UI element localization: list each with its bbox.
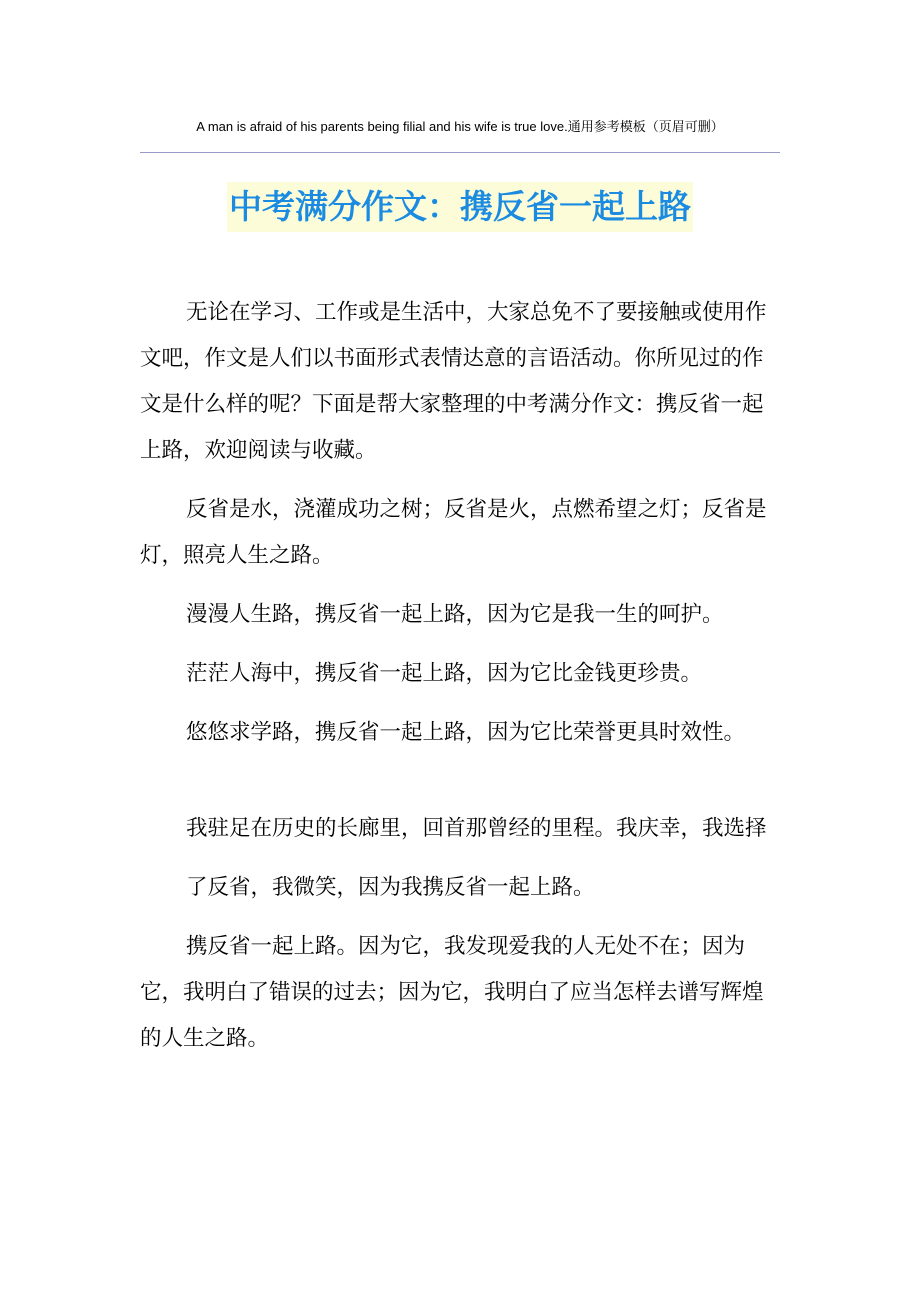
paragraph-intro: 无论在学习、工作或是生活中，大家总免不了要接触或使用作文吧，作文是人们以书面形式表情达意的言语活动。你所见过的作文是什么样的呢？下面是帮大家整理的中考满分作文：携反省一起上路，欢迎阅读与收藏。 xyxy=(140,300,767,463)
page-header: A man is afraid of his parents being filial and his wife is true love.通用参考模板（页眉可删） xyxy=(196,119,724,134)
article-body xyxy=(140,290,780,1062)
article-title: 中考满分作文：携反省一起上路 xyxy=(227,182,693,232)
paragraph-crowd: 茫茫人海中，携反省一起上路，因为它比金钱更珍贵。 xyxy=(186,661,703,686)
paragraph-study-road: 悠悠求学路，携反省一起上路，因为它比荣誉更具时效性。 xyxy=(186,720,746,745)
paragraph-smile: 了反省，我微笑，因为我携反省一起上路。 xyxy=(186,875,595,900)
paragraph-conclusion: 携反省一起上路。因为它，我发现爱我的人无处不在；因为它，我明白了错误的过去；因为它，我明白了应当怎样去谱写辉煌的人生之路。 xyxy=(140,934,764,1051)
paragraph-history: 我驻足在历史的长廊里，回首那曾经的里程。我庆幸，我选择 xyxy=(186,816,767,841)
paragraph-metaphor: 反省是水，浇灌成功之树；反省是火，点燃希望之灯；反省是灯，照亮人生之路。 xyxy=(140,497,767,568)
title-container xyxy=(0,182,920,232)
paragraph-life-road: 漫漫人生路，携反省一起上路，因为它是我一生的呵护。 xyxy=(186,602,724,627)
header-divider xyxy=(140,152,780,153)
